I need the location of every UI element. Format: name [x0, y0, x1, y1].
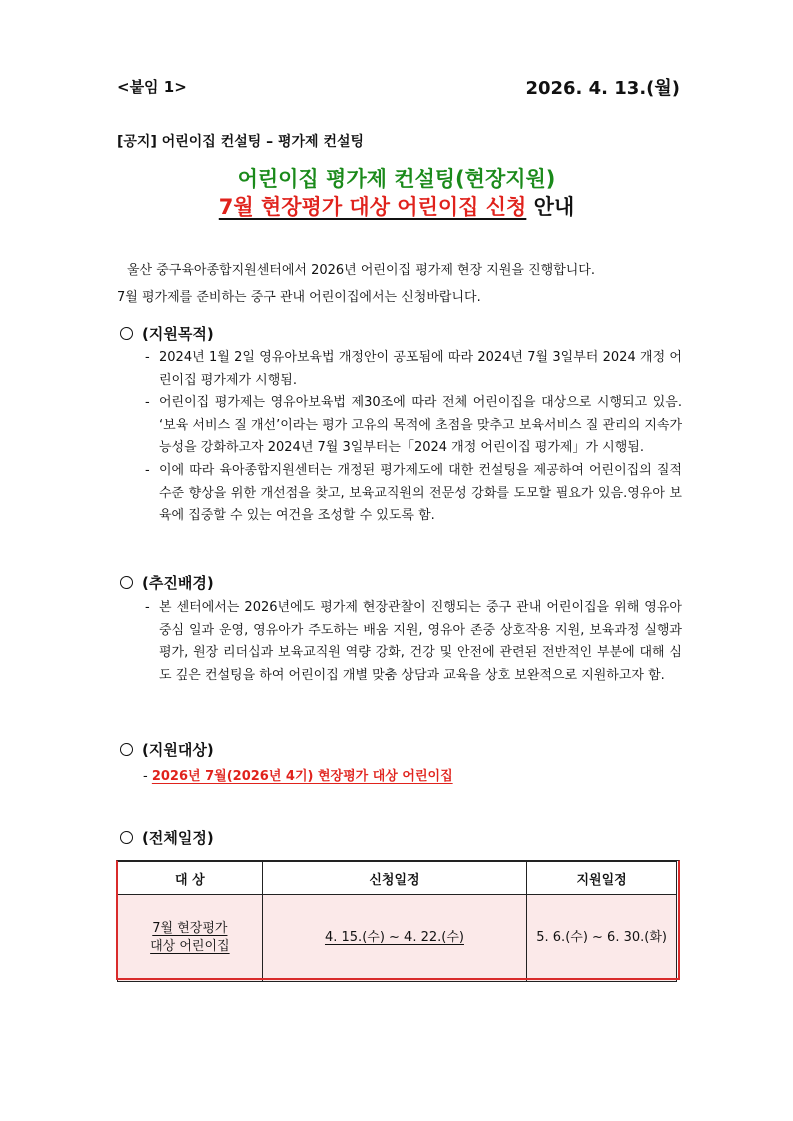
cell-support-period: 5. 6.(수) ~ 6. 30.(화)	[527, 895, 677, 982]
page-subtitle	[0, 191, 793, 221]
section-heading-schedule: (전체일정)	[120, 827, 214, 848]
circle-bullet-icon	[120, 327, 133, 340]
column-header-support: 지원일정	[527, 862, 677, 895]
list-item: - 2024년 1월 2일 영유아보육법 개정안이 공포됨에 따라 2024년 7월 3일부터 2024 개정 어린이집 평가제가 시행됨.	[145, 350, 682, 388]
table-row	[118, 895, 677, 982]
target-item: - 2026년 7월(2026년 4기) 현장평가 대상 어린이집	[143, 769, 453, 784]
intro-line-1: 울산 중구육아종합지원센터에서 2026년 어린이집 평가제 현장 지원을 진행합니다.	[127, 263, 595, 278]
list-item: - 이에 따라 육아종합지원센터는 개정된 평가제도에 대한 컨설팅을 제공하여 어린이집의 질적 수준 향상을 위한 개선점을 찾고, 보육교직원의 전문성 강화를 도모할 필요가 있음.영유아 보육에 집중할 수 있는 여건을 조성할 수 있도록 함.	[145, 462, 682, 524]
target-highlight: 2026년 7월(2026년 4기) 현장평가 대상 어린이집	[151, 769, 453, 784]
intro-line-2: 7월 평가제를 준비하는 중구 관내 어린이집에서는 신청바랍니다.	[117, 290, 481, 305]
subtitle-highlight: 7월 현장평가 대상 어린이집 신청	[218, 195, 527, 219]
circle-bullet-icon	[120, 743, 133, 756]
cell-target: 7월 현장평가 대상 어린이집	[118, 895, 263, 982]
subtitle-rest: 안내	[533, 195, 575, 219]
schedule-table	[117, 861, 677, 982]
list-item: - 어린이집 평가제는 영유아보육법 제30조에 따라 전체 어린이집을 대상으로 시행되고 있음. ‘보육 서비스 질 개선’이라는 평가 고유의 목적에 초점을 맞추고 보육서비스 질 관리의 지속가능성을 강화하고자 2024년 7월 3일부터는「2024 개정 어린이집 평가제」가 시행됨.	[145, 395, 682, 456]
section-heading-purpose: (지원목적)	[120, 323, 214, 344]
list-item: - 본 센터에서는 2026년에도 평가제 현장관찰이 진행되는 중구 관내 어린이집을 위해 영유아 중심 일과 운영, 영유아가 주도하는 배움 지원, 영유아 존중 상호작용 지원, 보육과정 실행과 평가, 원장 리더십과 보육교직원 역량 강화, 건강 및 안전에 관련된 전반적인 부분에 대해 심도 깊은 컨설팅을 하여 어린이집 개별 맞춤 상담과 교육을 상호 보완적으로 지원하고자 함.	[145, 600, 682, 683]
table-header-row	[118, 862, 677, 895]
page-title: 어린이집 평가제 컨설팅(현장지원)	[237, 167, 556, 191]
circle-bullet-icon	[120, 831, 133, 844]
background-list	[145, 597, 682, 687]
cell-apply-period: 4. 15.(수) ~ 4. 22.(수)	[262, 895, 527, 982]
section-heading-target: (지원대상)	[120, 739, 214, 760]
circle-bullet-icon	[120, 576, 133, 589]
column-header-target: 대 상	[118, 862, 263, 895]
section-heading-background: (추진배경)	[120, 572, 214, 593]
document-date: 2026. 4. 13.(월)	[525, 78, 680, 99]
notice-tag: [공지] 어린이집 컨설팅 – 평가제 컨설팅	[117, 134, 365, 150]
attachment-label: <붙임 1>	[117, 78, 187, 96]
purpose-list	[145, 347, 682, 528]
column-header-apply: 신청일정	[262, 862, 527, 895]
intro-paragraph	[117, 257, 679, 311]
